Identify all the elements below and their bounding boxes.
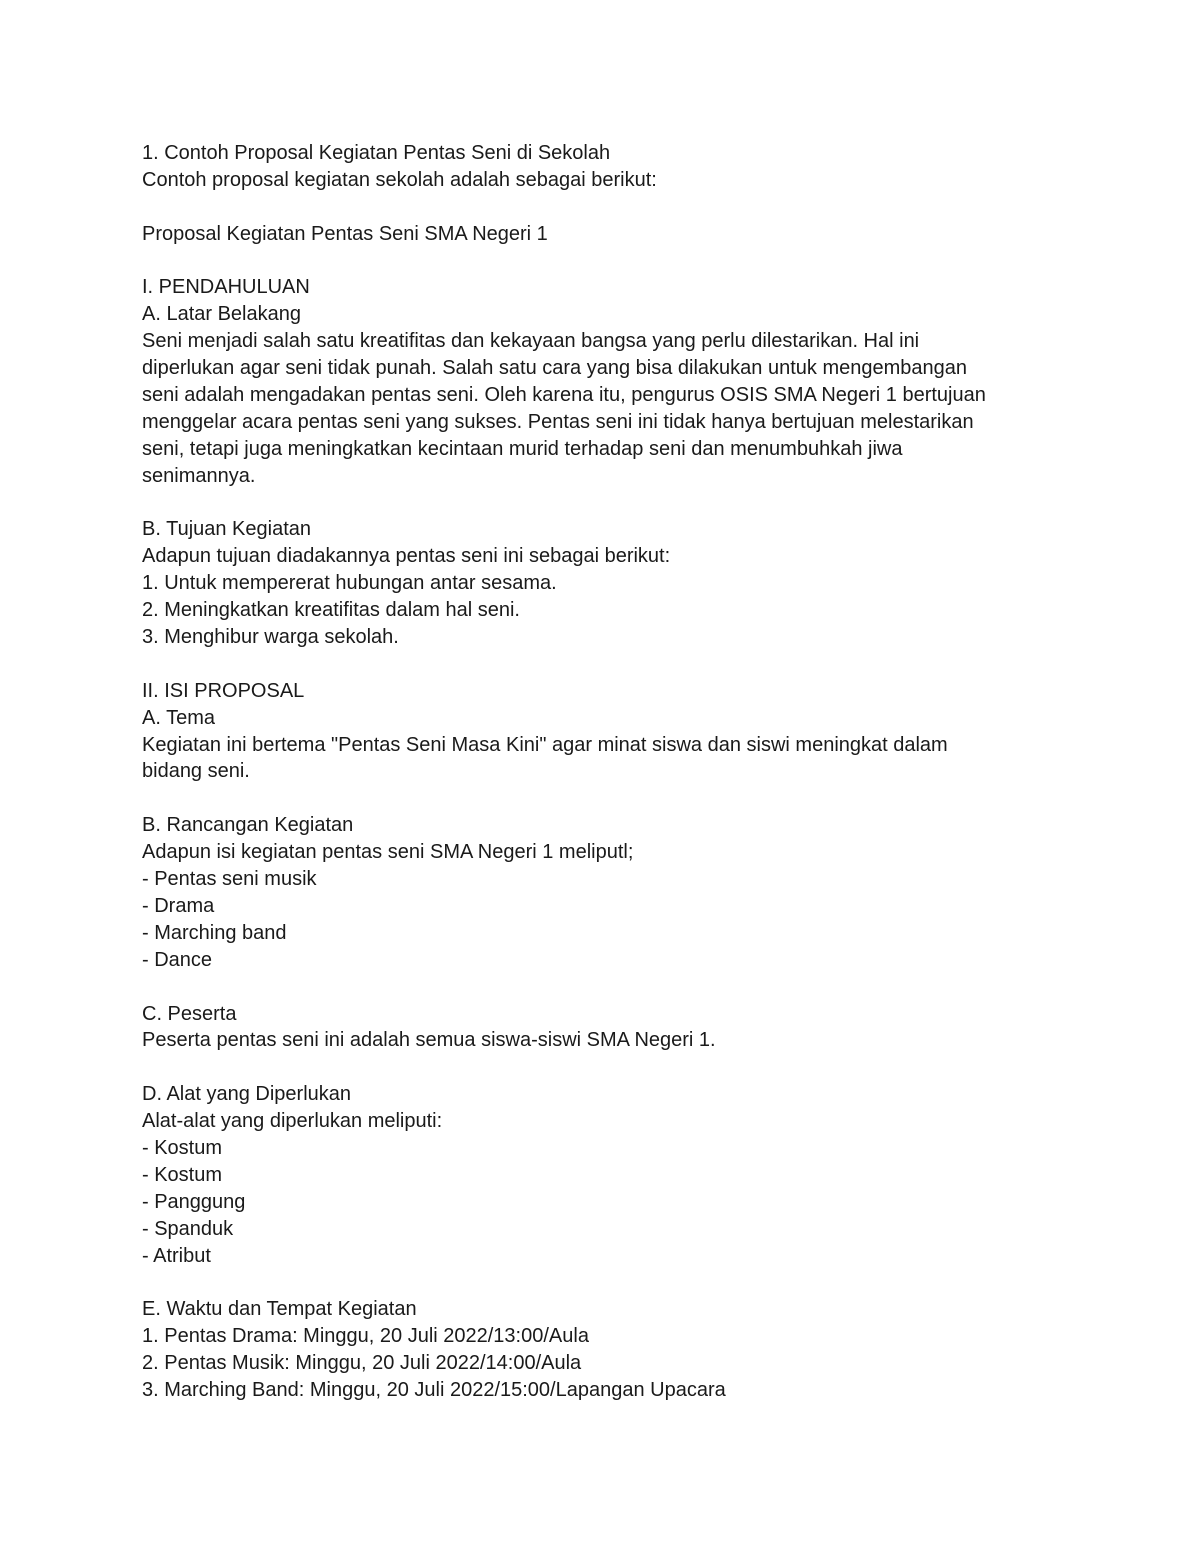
spacer [142, 651, 1102, 678]
list-item: 2. Pentas Musik: Minggu, 20 Juli 2022/14:00/Aula [142, 1352, 582, 1375]
paragraph-line: diperlukan agar seni tidak punah. Salah satu cara yang bisa dilakukan untuk mengembangan [142, 357, 967, 380]
spacer [142, 490, 1102, 517]
spacer [142, 248, 1102, 275]
list-item: 1. Pentas Drama: Minggu, 20 Juli 2022/13:00/Aula [142, 1325, 589, 1348]
list-item: - Pentas seni musik [142, 868, 317, 891]
document-title: 1. Contoh Proposal Kegiatan Pentas Seni di Sekolah [142, 142, 611, 164]
subheading-rancangan-kegiatan: B. Rancangan Kegiatan [142, 814, 354, 837]
list-item: - Kostum [142, 1136, 223, 1159]
list-item: - Drama [142, 894, 215, 917]
list-item: - Dance [142, 948, 213, 971]
list-item: 3. Marching Band: Minggu, 20 Juli 2022/15:00/Lapangan Upacara [142, 1378, 726, 1401]
spacer [142, 1269, 1102, 1296]
paragraph-line: Kegiatan ini bertema "Pentas Seni Masa Kini" agar minat siswa dan siswi meningkat dalam [142, 733, 948, 756]
list-item: - Spanduk [142, 1217, 234, 1240]
list-intro: Alat-alat yang diperlukan meliputi: [142, 1110, 443, 1133]
paragraph-line: seni, tetapi juga meningkatkan kecintaan murid terhadap seni dan menumbuhkah jiwa [142, 437, 903, 460]
list-item: - Marching band [142, 921, 287, 944]
subheading-alat: D. Alat yang Diperlukan [142, 1083, 352, 1106]
paragraph-line: Seni menjadi salah satu kreatifitas dan kekayaan bangsa yang perlu dilestarikan. Hal ini [142, 330, 920, 353]
paragraph-line: Peserta pentas seni ini adalah semua siswa-siswi SMA Negeri 1. [142, 1029, 716, 1052]
list-item: 1. Untuk mempererat hubungan antar sesama. [142, 572, 557, 595]
proposal-title: Proposal Kegiatan Pentas Seni SMA Negeri 1 [142, 222, 548, 245]
subheading-latar-belakang: A. Latar Belakang [142, 303, 301, 326]
section-heading-pendahuluan: I. PENDAHULUAN [142, 276, 310, 299]
section-heading-isi-proposal: II. ISI PROPOSAL [142, 679, 305, 702]
list-intro: Adapun tujuan diadakannya pentas seni ini sebagai berikut: [142, 545, 671, 568]
intro-text: Contoh proposal kegiatan sekolah adalah sebagai berikut: [142, 168, 657, 191]
subheading-waktu-tempat: E. Waktu dan Tempat Kegiatan [142, 1298, 417, 1321]
subheading-peserta: C. Peserta [142, 1002, 237, 1025]
subheading-tema: A. Tema [142, 706, 215, 729]
spacer [142, 974, 1102, 1001]
list-item: - Panggung [142, 1190, 246, 1213]
list-item: - Kostum [142, 1163, 223, 1186]
spacer [142, 785, 1102, 812]
subheading-tujuan-kegiatan: B. Tujuan Kegiatan [142, 518, 312, 541]
paragraph-line: senimannya. [142, 464, 256, 487]
list-item: 3. Menghibur warga sekolah. [142, 626, 399, 649]
paragraph-line: bidang seni. [142, 760, 250, 783]
list-item: 2. Meningkatkan kreatifitas dalam hal seni. [142, 599, 520, 622]
paragraph-line: menggelar acara pentas seni yang sukses. Pentas seni ini tidak hanya bertujuan melestarikan [142, 410, 974, 433]
document-page [142, 140, 1102, 1404]
list-intro: Adapun isi kegiatan pentas seni SMA Negeri 1 meliputl; [142, 841, 634, 864]
spacer [142, 1054, 1102, 1081]
spacer [142, 194, 1102, 221]
paragraph-line: seni adalah mengadakan pentas seni. Oleh karena itu, pengurus OSIS SMA Negeri 1 bertujuan [142, 384, 986, 407]
list-item: - Atribut [142, 1244, 211, 1267]
